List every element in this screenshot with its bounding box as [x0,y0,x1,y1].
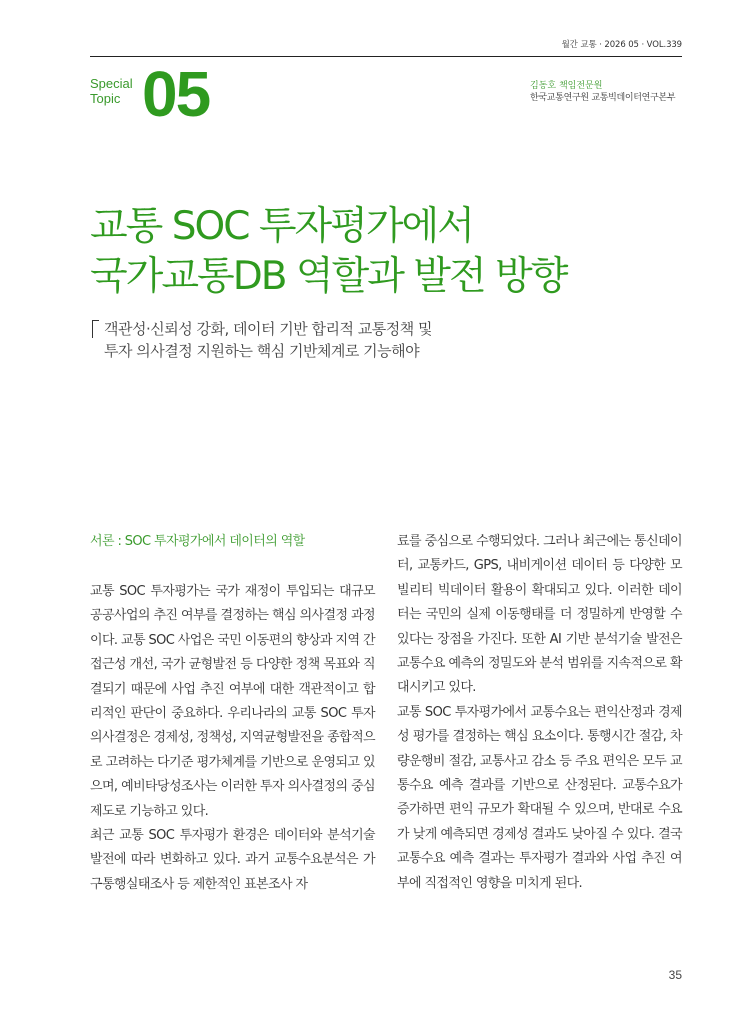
header-meta: 월간 교통 · 2026 05 · VOL.339 [561,40,682,50]
author-affiliation: 한국교통연구원 교통빅데이터연구본부 [530,93,676,103]
body-column-left [90,530,375,897]
body-paragraph: 교통 SOC 투자평가에서 교통수요는 편익산정과 경제성 평가를 결정하는 핵심 요소이다. 통행시간 절감, 차량운행비 절감, 교통사고 감소 등 주요 편익은 모두 교통수요 예측 결과를 기반으로 산정된다. 교통수요가 증가하면 편익 규모가 확대될 수 있으며, 반대로 수요가 낮게 예측되면 경제성 결과도 낮아질 수 있다. 결국 교통수요 예측 결과는 투자평가 결과와 사업 추진 여부에 직접적인 영향을 미치게 된다. [397,704,682,891]
subtitle-line2: 투자 의사결정 지원하는 핵심 기반체계로 기능해야 [104,342,420,360]
special-topic-number: 05 [142,58,210,130]
body-paragraph: 료를 중심으로 수행되었다. 그러나 최근에는 통신데이터, 교통카드, GPS, 내비게이션 데이터 등 다양한 모빌리티 빅데이터 활용이 확대되고 있다. 이러한 데이터는 국민의 실제 이동행태를 더 정밀하게 반영할 수 있다는 장점을 가진다. 또한 AI 기반 분석기술 발전은 교통수요 예측의 정밀도와 분석 범위를 지속적으로 확대시키고 있다. [397,534,682,696]
article-title [90,202,690,302]
special-topic-label [90,76,142,106]
article-subtitle [90,318,624,362]
subtitle-line1: 객관성·신뢰성 강화, 데이터 기반 합리적 교통정책 및 [104,320,432,338]
author-block [530,80,675,104]
article-title-line1: 교통 SOC 투자평가에서 [90,204,473,249]
body-paragraph: 최근 교통 SOC 투자평가 환경은 데이터와 분석기술 발전에 따라 변화하고 있다. 과거 교통수요분석은 가구통행실태조사 등 제한적인 표본조사 자 [90,828,375,892]
special-label-line2: Topic [90,91,121,106]
body-column-right [397,530,682,896]
special-label-line1: Special [90,76,133,91]
section-heading: 서론 : SOC 투자평가에서 데이터의 역할 [90,534,305,549]
subtitle-bracket-icon [90,320,100,338]
article-title-line2: 국가교통DB 역할과 발전 방향 [90,254,567,299]
body-paragraph: 교통 SOC 투자평가는 국가 재정이 투입되는 대규모 공공사업의 추진 여부를 결정하는 핵심 의사결정 과정이다. 교통 SOC 사업은 국민 이동편의 향상과 지역 간 접근성 개선, 국가 균형발전 등 다양한 정책 목표와 직결되기 때문에 사업 추진 여부에 대한 객관적이고 합리적인 판단이 중요하다. 우리나라의 교통 SOC 투자 의사결정은 경제성, 정책성, 지역균형발전을 종합적으로 고려하는 다기준 평가체계를 기반으로 운영되고 있으며, 예비타당성조사는 이러한 투자 의사결정의 중심 제도로 기능하고 있다. [90,584,375,819]
page-number: 35 [668,968,682,982]
author-name: 김동호 책임전문원 [530,81,603,91]
